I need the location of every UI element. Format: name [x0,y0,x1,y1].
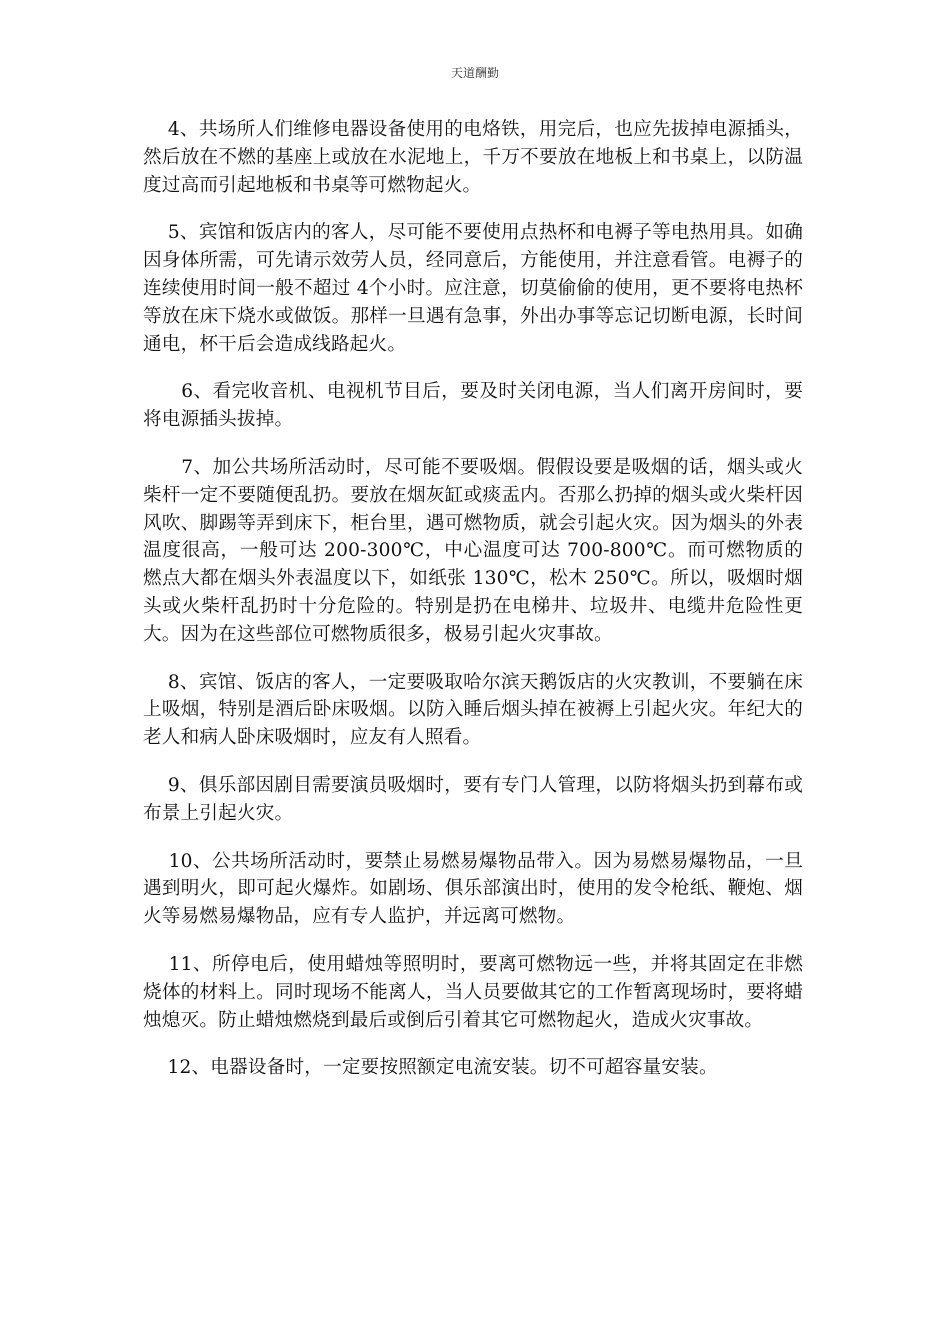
paragraph-12: 12、电器设备时，一定要按照额定电流安装。切不可超容量安装。 [143,1057,718,1079]
paragraph-8: 8、宾馆、饭店的客人，一定要吸取哈尔滨天鹅饭店的火灾教训，不要躺在床上吸烟，特别是酒后卧床吸烟。以防入睡后烟头掉在被褥上引起火灾。年纪大的老人和病人卧床吸烟时，应友有人照看。 [143,671,803,749]
paragraph-11: 11、所停电后，使用蜡烛等照明时，要离可燃物远一些，并将其固定在非燃烧体的材料上。同时现场不能离人，当人员要做其它的工作暂离现场时，要将蜡烛熄灭。防止蜡烛燃烧到最后或倒后引着其它可燃物起火，造成火灾事故。 [143,953,803,1031]
paragraph-9: 9、俱乐部因剧目需要演员吸烟时，要有专门人管理，以防将烟头扔到幕布或布景上引起火灾。 [143,774,803,824]
paragraph-10: 10、公共场所活动时，要禁止易燃易爆物品带入。因为易燃易爆物品，一旦遇到明火，即可起火爆炸。如剧场、俱乐部演出时，使用的发令枪纸、鞭炮、烟火等易燃易爆物品，应有专人监护，并远离可燃物。 [143,850,803,928]
paragraph-5: 5、宾馆和饭店内的客人，尽可能不要使用点热杯和电褥子等电热用具。如确因身体所需，可先请示效劳人员，经同意后，方能使用，并注意看管。电褥子的连续使用时间一般不超过 4个小时。应注意，切莫偷偷的使用，更不要将电热杯等放在床下烧水或做饭。那样一旦遇有急事，外出办事等忘记切断电源，长时间通电，杯干后会造成线路起火。 [143,222,803,355]
document-body [143,116,803,1082]
paragraph-6: 6、看完收音机、电视机节目后，要及时关闭电源，当人们离开房间时，要将电源插头拔掉。 [143,381,803,431]
paragraph-7: 7、加公共场所活动时，尽可能不要吸烟。假假设要是吸烟的话，烟头或火柴杆一定不要随便乱扔。要放在烟灰缸或痰盂内。否那么扔掉的烟头或火柴杆因风吹、脚踢等弄到床下，柜台里，遇可燃物质，就会引起火灾。因为烟头的外表温度很高，一般可达 200-300℃，中心温度可达 700-800℃。而可燃物质的燃点大都在烟头外表温度以下，如纸张 130℃，松木 250℃。所以，吸烟时烟头或火柴杆乱扔时十分危险的。特别是扔在电梯井、垃圾井、电缆井危险性更大。因为在这些部位可燃物质很多，极易引起火灾事故。 [143,456,803,645]
paragraph-4: 4、共场所人们维修电器设备使用的电烙铁，用完后，也应先拔掉电源插头，然后放在不燃的基座上或放在水泥地上，千万不要放在地板上和书桌上，以防温度过高而引起地板和书桌等可燃物起火。 [143,119,803,196]
page-header: 天道酬勤 [450,66,499,80]
